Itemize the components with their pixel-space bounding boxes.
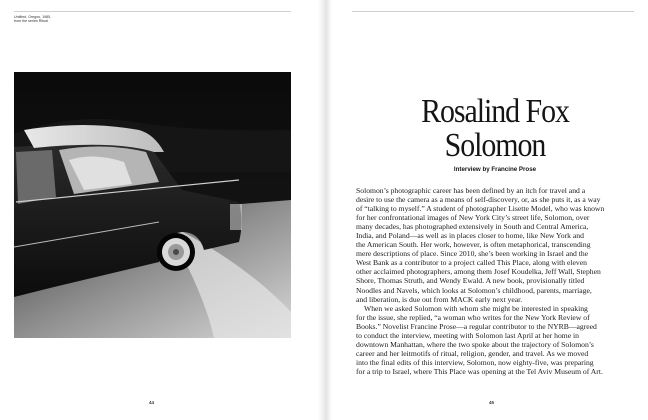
- left-header-rule: [14, 11, 291, 12]
- body-line: Books.” Novelist Francine Prose—a regular contributor to the NYRB—agreed: [356, 321, 597, 331]
- body-line: the American South. Her work, however, is often metaphorical, transcending: [356, 240, 591, 250]
- photograph-car-at-night: [14, 72, 291, 338]
- body-line: desire to use the camera as a means of self-discovery, or, as she puts it, as a way: [356, 195, 601, 205]
- page-number-left: 44: [149, 400, 155, 405]
- body-line: West Bank as a contributor to a project called This Place, along with eleven: [356, 258, 587, 268]
- body-line: of “talking to myself.” A student of photographer Lisette Model, who was known: [356, 204, 605, 214]
- body-line: India, and Poland—as well as in places closer to home, like New York and: [356, 231, 584, 241]
- right-header-rule: [352, 11, 634, 12]
- body-line: to conduct the interview, meeting with Solomon last April at her home in: [356, 330, 579, 340]
- caption-line-2: from the series Ritual: [14, 19, 48, 24]
- body-line: Shore, Thomas Struth, and Wendy Ewald. A new book, provisionally titled: [356, 276, 585, 286]
- photo-caption: [14, 15, 94, 24]
- body-line: downtown Manhattan, where the two spoke about the trajectory of Solomon’s: [356, 339, 594, 349]
- article-title-line-2: Solomon: [444, 127, 546, 164]
- body-line: into the final edits of this interview, Solomon, now eighty-five, was preparing: [356, 357, 594, 367]
- body-line: Noodles and Navels, which looks at Solomon’s childhood, parents, marriage,: [356, 285, 592, 295]
- article-byline: Interview by Francine Prose: [453, 166, 537, 173]
- book-gutter: [318, 0, 332, 420]
- body-line: many decades, has photographed extensively in South and Central America,: [356, 222, 589, 232]
- body-line: other acclaimed photographers, among them Josef Koudelka, Jeff Wall, Stephen: [356, 267, 601, 277]
- article-title-line-1: Rosalind Fox: [421, 93, 569, 130]
- body-line: When we asked Solomon with whom she might be interested in speaking: [364, 303, 588, 313]
- body-line: for a trip to Israel, where This Place was opening at the Tel Aviv Museum of Art.: [356, 366, 603, 376]
- article-title: [376, 95, 614, 163]
- caption-line-1: Untitled, Oregon, 1985,: [14, 15, 52, 19]
- page-number-right: 45: [489, 400, 495, 405]
- body-line: for her confrontational images of New York City’s street life, Solomon, over: [356, 213, 590, 223]
- body-line: Solomon’s photographic career has been defined by an itch for travel and a: [356, 186, 586, 195]
- body-line: and liberation, is due out from MACK early next year.: [356, 294, 523, 304]
- body-line: mere descriptions of place. Since 2010, she’s been working in Israel and the: [356, 249, 589, 259]
- article-body: [356, 186, 636, 376]
- body-line: for the issue, she replied, “a woman who writes for the New York Review of: [356, 312, 590, 322]
- photo-illustration: [14, 72, 291, 338]
- body-line: career and her leitmotifs of ritual, religion, gender, and travel. As we moved: [356, 348, 589, 358]
